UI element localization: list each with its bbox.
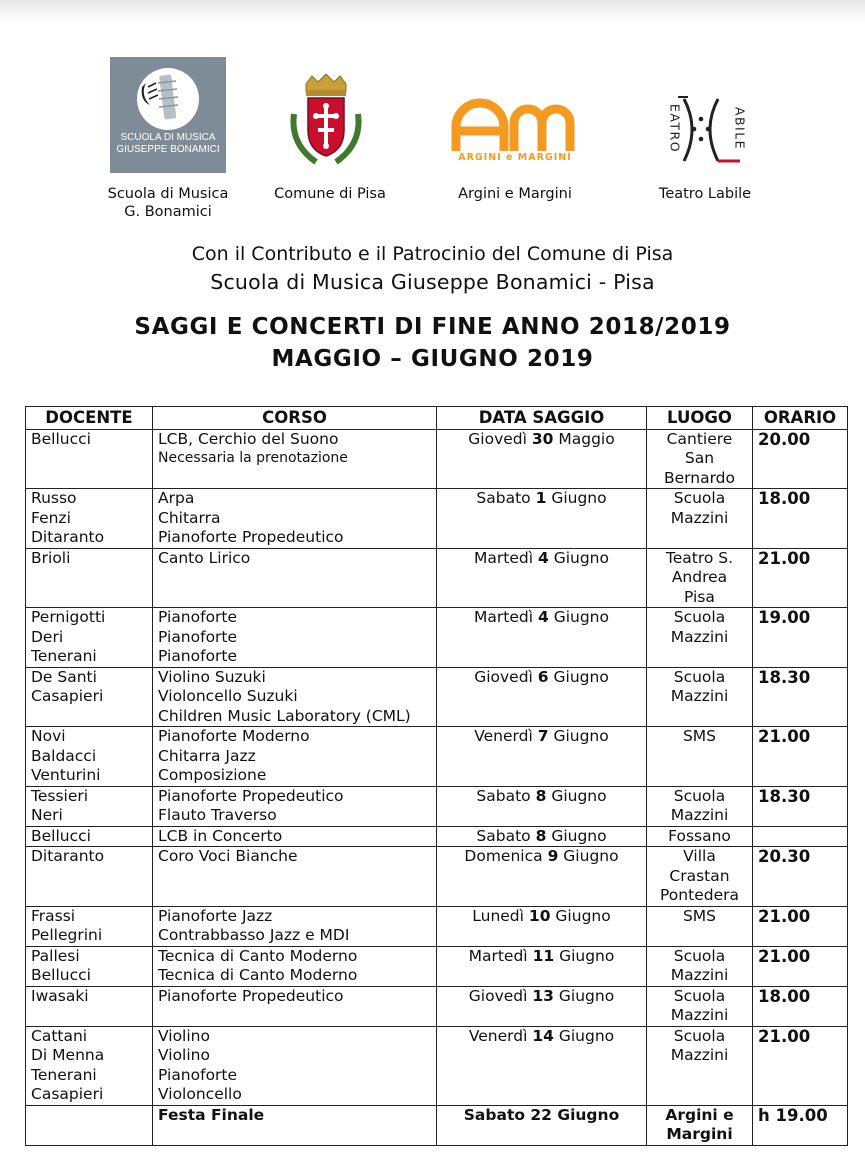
table-body: [26, 429, 848, 1105]
contributo-line: Con il Contributo e il Patrocinio del Comune di Pisa: [191, 243, 674, 265]
page-title: SAGGI E CONCERTI DI FINE ANNO 2018/2019: [134, 314, 731, 340]
column-header-orario: ORARIO: [753, 407, 848, 430]
docente-cell: De Santi Casapieri: [26, 667, 153, 727]
data-cell: Venerdì 14 Giugno: [437, 1026, 647, 1105]
corso-cell: Arpa Chitarra Pianoforte Propedeutico: [153, 489, 437, 549]
orario-cell: 20.30: [753, 847, 848, 907]
column-header-corso: CORSO: [153, 407, 437, 430]
logo-caption-comune: Comune di Pisa: [274, 186, 386, 202]
orario-cell: 18.00: [753, 489, 848, 549]
luogo-cell: Teatro S. Andrea Pisa: [647, 548, 753, 608]
orario-cell: 18.00: [753, 986, 848, 1026]
docente-cell: Bellucci: [26, 826, 153, 847]
corso-cell: LCB, Cerchio del Suono Necessaria la prenotazione: [153, 429, 437, 489]
table-row: [26, 826, 848, 847]
orario-cell: [753, 826, 848, 847]
logo-scuola-text-2: GIUSEPPE BONAMICI: [116, 144, 220, 155]
docente-cell: Pernigotti Deri Tenerani: [26, 608, 153, 668]
school-line: Scuola di Musica Giuseppe Bonamici - Pisa: [210, 270, 655, 294]
docente-cell: Ditaranto: [26, 847, 153, 907]
logo-caption-teatro: Teatro Labile: [658, 186, 752, 202]
docente-cell: Bellucci: [26, 429, 153, 489]
corso-cell: LCB in Concerto: [153, 826, 437, 847]
data-cell: Giovedì 30 Maggio: [437, 429, 647, 489]
data-cell: Giovedì 6 Giugno: [437, 667, 647, 727]
docente-cell: Pallesi Bellucci: [26, 946, 153, 986]
data-cell: Domenica 9 Giugno: [437, 847, 647, 907]
logo-teatro-text-2: ABILE: [732, 106, 748, 151]
data-cell: Giovedì 13 Giugno: [437, 986, 647, 1026]
luogo-cell: SMS: [647, 906, 753, 946]
am-monogram-icon: [450, 97, 580, 155]
docente-cell: Novi Baldacci Venturini: [26, 727, 153, 787]
docente-cell: Russo Fenzi Ditaranto: [26, 489, 153, 549]
table-row: [26, 786, 848, 826]
luogo-cell: Scuola Mazzini: [647, 786, 753, 826]
orario-cell: 21.00: [753, 946, 848, 986]
data-cell: Martedì 4 Giugno: [437, 548, 647, 608]
table-row: [26, 548, 848, 608]
luogo-cell: Scuola Mazzini: [647, 489, 753, 549]
luogo-cell: SMS: [647, 727, 753, 787]
table-row: [26, 1026, 848, 1105]
logo-scuola-bonamici: [110, 57, 226, 173]
luogo-cell: Villa Crastan Pontedera: [647, 847, 753, 907]
table-row-final: [26, 1105, 848, 1145]
logo-teatro-text-1: EATRO: [667, 103, 683, 154]
table-header-row: [26, 407, 848, 430]
corso-cell: Canto Lirico: [153, 548, 437, 608]
orario-cell: 21.00: [753, 548, 848, 608]
logo-caption-argini: Argini e Margini: [458, 186, 572, 202]
logo-scuola-text-1: SCUOLA DI MUSICA: [120, 132, 216, 143]
corso-cell: Coro Voci Bianche: [153, 847, 437, 907]
data-cell: Martedì 11 Giugno: [437, 946, 647, 986]
column-header-luogo: LUOGO: [647, 407, 753, 430]
table-row: [26, 986, 848, 1026]
data-cell: Venerdì 7 Giugno: [437, 727, 647, 787]
table-row: [26, 727, 848, 787]
corso-cell: Pianoforte Propedeutico Flauto Traverso: [153, 786, 437, 826]
corso-cell: Violino Violino Pianoforte Violoncello: [153, 1026, 437, 1105]
table-row: [26, 667, 848, 727]
final-luogo-cell: Argini e Margini: [647, 1105, 753, 1145]
orario-cell: 18.30: [753, 667, 848, 727]
luogo-cell: Cantiere San Bernardo: [647, 429, 753, 489]
data-cell: Sabato 1 Giugno: [437, 489, 647, 549]
logo-argini-text: ARGINI e MARGINI: [458, 152, 572, 163]
table-row: [26, 847, 848, 907]
data-cell: Martedì 4 Giugno: [437, 608, 647, 668]
orario-cell: 21.00: [753, 1026, 848, 1105]
docente-cell: Cattani Di Menna Tenerani Casapieri: [26, 1026, 153, 1105]
orario-cell: 20.00: [753, 429, 848, 489]
orario-cell: 21.00: [753, 727, 848, 787]
table-row: [26, 906, 848, 946]
final-corso-cell: Festa Finale: [153, 1105, 437, 1145]
docente-cell: Brioli: [26, 548, 153, 608]
corso-cell: Pianoforte Moderno Chitarra Jazz Composizione: [153, 727, 437, 787]
top-shade: [0, 0, 865, 22]
corso-cell: Pianoforte Pianoforte Pianoforte: [153, 608, 437, 668]
logo-comune-di-pisa: [286, 74, 366, 174]
luogo-cell: Scuola Mazzini: [647, 946, 753, 986]
table-row: [26, 946, 848, 986]
data-cell: Lunedì 10 Giugno: [437, 906, 647, 946]
orario-cell: 21.00: [753, 906, 848, 946]
data-cell: Sabato 8 Giugno: [437, 786, 647, 826]
orario-cell: 18.30: [753, 786, 848, 826]
docente-cell: Iwasaki: [26, 986, 153, 1026]
docente-cell: Frassi Pellegrini: [26, 906, 153, 946]
column-header-data: DATA SAGGIO: [437, 407, 647, 430]
final-data-cell: Sabato 22 Giugno: [437, 1105, 647, 1145]
logo-argini-e-margini: [450, 97, 580, 167]
column-header-docente: DOCENTE: [26, 407, 153, 430]
corso-cell: Tecnica di Canto Moderno Tecnica di Canto Moderno: [153, 946, 437, 986]
page-subtitle: MAGGIO – GIUGNO 2019: [271, 346, 594, 372]
luogo-cell: Scuola Mazzini: [647, 608, 753, 668]
logo-caption-scuola: Scuola di Musica G. Bonamici: [107, 186, 229, 220]
luogo-cell: Scuola Mazzini: [647, 986, 753, 1026]
corso-cell: Pianoforte Propedeutico: [153, 986, 437, 1026]
logo-teatro-labile: [660, 95, 750, 167]
final-orario-cell: h 19.00: [753, 1105, 848, 1145]
docente-cell: Tessieri Neri: [26, 786, 153, 826]
final-docente-cell: [26, 1105, 153, 1145]
luogo-cell: Scuola Mazzini: [647, 1026, 753, 1105]
corso-cell: Pianoforte Jazz Contrabbasso Jazz e MDI: [153, 906, 437, 946]
table-row: [26, 429, 848, 489]
table-row: [26, 489, 848, 549]
data-cell: Sabato 8 Giugno: [437, 826, 647, 847]
schedule-table: [25, 406, 848, 1146]
pisa-crest-icon: [286, 74, 366, 174]
luogo-cell: Scuola Mazzini: [647, 667, 753, 727]
corso-cell: Violino Suzuki Violoncello Suzuki Children Music Laboratory (CML): [153, 667, 437, 727]
luogo-cell: Fossano: [647, 826, 753, 847]
orario-cell: 19.00: [753, 608, 848, 668]
table-row: [26, 608, 848, 668]
